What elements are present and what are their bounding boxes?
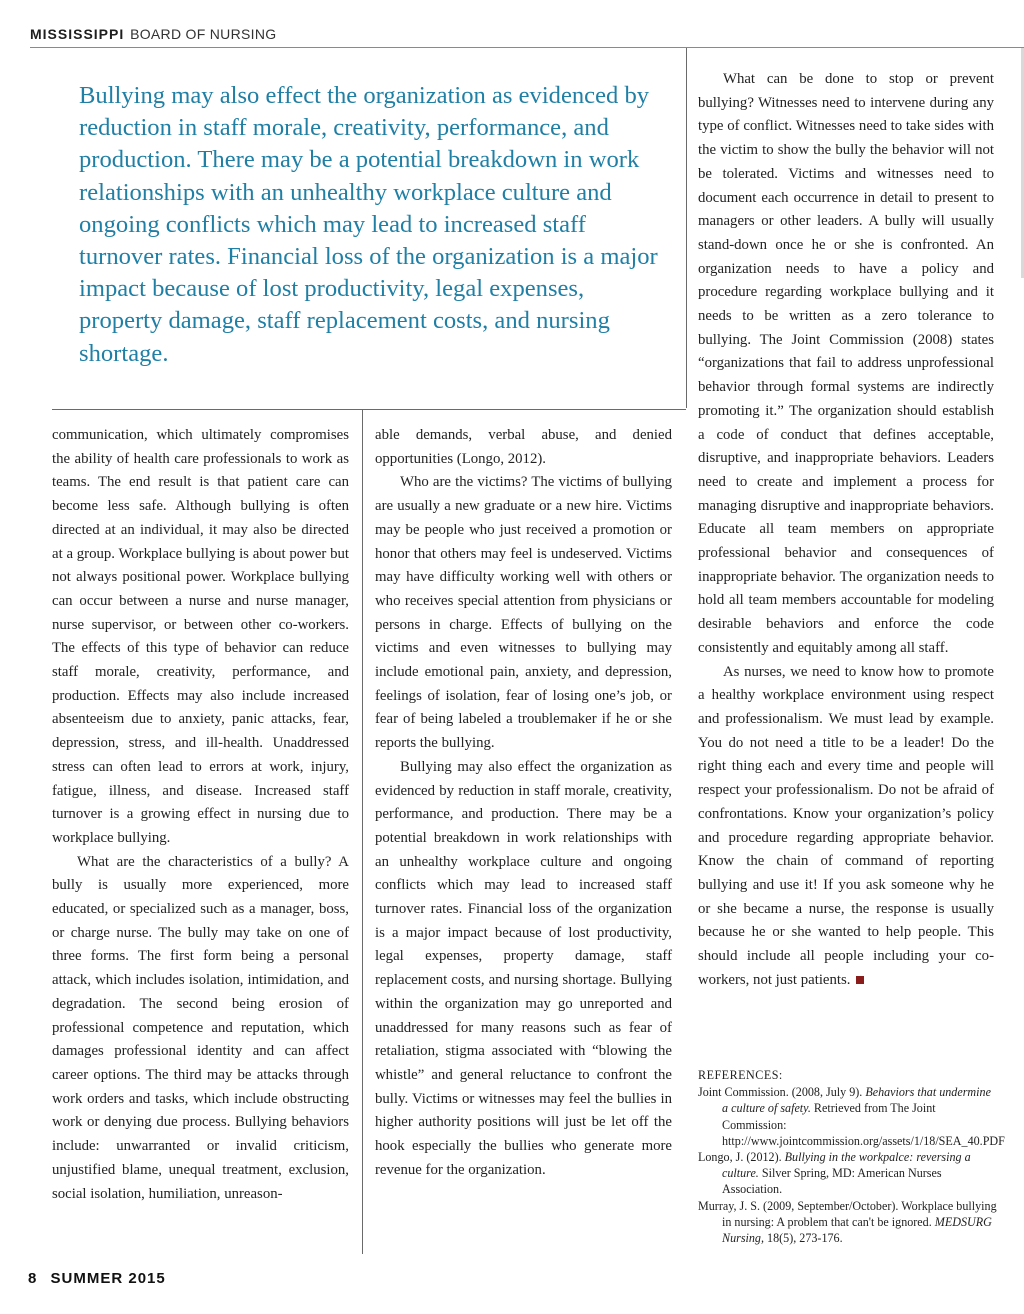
reference-text: Joint Commission. (2008, July 9). [698,1085,866,1100]
end-of-article-icon [856,976,864,984]
paragraph: What are the characteristics of a bully? A bully is usually more experienced, more educated, or specialized such as a manager, boss, or charge nurse. The bully may take on one of three forms. The first form being a personal attack, which includes isolation, intimidation, and degradation. The second being erosion of professional competence and reputation, which damages professional identity and can affect career options. The third may be attacks through work orders and tasks, which include obstructing work or denying due process. Bullying behaviors include: unwarranted or invalid criticism, unjustified blame, unequal treatment, exclusion, social isolation, humiliation, unreason- [52,853,349,1202]
column-divider [362,409,363,1254]
reference-text: Silver Spring, MD: American Nurses Association. [722,1166,942,1197]
references [698,1067,1005,1246]
header-board: BOARD OF NURSING [130,26,277,42]
header-rule [30,47,1024,48]
issue-label: SUMMER 2015 [50,1270,166,1287]
header-state: MISSISSIPPI [30,26,125,42]
paragraph: What can be done to stop or prevent bullying? Witnesses need to intervene during any type of conflict. Witnesses need to take sides with the victim to show the bully the behavior will not be tolerated. Victims and witnesses need to document each occurrence in detail to present to managers or other leaders. A bully will usually stand-down once he or she is confronted. An organization needs to have a policy and procedure regarding workplace bullying and it needs to be written as a zero tolerance to bullying. The Joint Commission (2008) states “organizations that fail to address unprofessional behavior through formal systems are indirectly promoting it.” The organization should establish a code of conduct that defines acceptable, disruptive, and inappropriate behaviors. Leaders need to create and implement a process for managing disruptive and inappropriate behaviors. Educate all team members on appropriate professional behavior and consequences of inappropriate behavior. The organization needs to hold all team members accountable for modeling desirable behaviors and enforce the code consistently and equitably among all staff. [698,71,994,656]
page-header [30,26,276,46]
reference-item [698,1084,1005,1149]
paragraph [698,661,994,993]
reference-text: 18(5), 273-176. [764,1231,843,1246]
paragraph: Who are the victims? The victims of bullying are usually a new graduate or a new hire. Victims may be people who just received a promotion or honor that others may feel is undeserved. Victims may have difficulty working well with others or who receives special attention from physicians or persons in charge. Effects of bullying on the victims and even witnesses to bullying may include emotional pain, anxiety, and depression, feelings of isolation, fear of losing one’s job, or fear of being labeled a troublemaker if he or she reports the bullying. [375,474,672,752]
article-column-3 [698,68,994,992]
reference-title: Bullying in the workpalce: reversing a culture. [722,1150,971,1181]
page-number: 8 [28,1270,38,1287]
pull-quote: Bullying may also effect the organization as evidenced by reduction in staff morale, creativity, performance, and production. There may be a potential breakdown in work relationships with an unhealthy workplace culture and ongoing conflicts which may lead to increased staff turnover rates. Financial loss of the organization is a major impact because of lost productivity, legal expenses, property damage, staff replacement costs, and nursing shortage. [79,82,658,367]
page-footer [28,1270,166,1287]
reference-item [698,1149,998,1198]
reference-text: Retrieved from The Joint Commission: http://www.jointcommission.org/assets/1/18/SEA_40.PDF [722,1101,1005,1148]
reference-title: MEDSURG Nursing, [722,1214,992,1246]
reference-text: Murray, J. S. (2009, September/October). Workplace bullying in nursing: A problem that can't be ignored. [698,1198,997,1229]
reference-title: Behaviors that undermine a culture of safety. [722,1085,991,1116]
paragraph-text: As nurses, we need to know how to promote a healthy workplace environment using respect and professionalism. We must lead by example. You do not need a title to be a leader! Do the right thing each and every time and people will respect your professionalism. Do not be afraid of confrontations. Know your organization’s policy and procedure regarding appropriate behavior. Know the chain of command of reporting bullying and use it! If you ask someone why he or she became a nurse, the response is usually because he or she wanted to help people. This should include all people including your co-workers, not just patients. [698,663,994,988]
paragraph: Bullying may also effect the organization as evidenced by reduction in staff morale, creativity, performance, and production. There may be a potential breakdown in work relationships with an unhealthy workplace culture and ongoing conflicts which may lead to increased staff turnover rates. Financial loss of the organization is a major impact because of lost productivity, legal expenses, property damage, staff replacement costs, and nursing shortage. Bullying within the organization may go unreported and unaddressed for many reasons such as fear of retaliation, stigma associated with “blowing the whistle” and general reluctance to confront the bully. Victims or witnesses may feel the bullies in higher authority positions will just be let off the hook especially the bullies who generate more revenue for the organization. [375,758,672,1178]
column-divider-top [686,48,687,408]
pull-quote-rule [52,409,686,410]
article-column-2 [375,424,672,1183]
paragraph: communication, which ultimately compromises the ability of health care professionals to work as teams. The end result is that patient care can become less safe. Although bullying is often directed at an individual, it may also be directed at a group. Workplace bullying is about power but not always positional power. Workplace bullying can occur between a nurse and nurse manager, nurse supervisor, or between other co-workers. The effects of this type of behavior can reduce staff morale, creativity, performance, and production. Effects may also include increased absenteeism due to anxiety, panic attacks, fear, depression, stress, and ill-health. Unaddressed stress can often lead to errors at work, injury, fatigue, illness, and disease. Increased staff turnover is a growing effect in nursing due to workplace bullying. [52,427,349,846]
references-title: REFERENCES: [698,1068,783,1082]
reference-item [698,1198,998,1247]
reference-text: Longo, J. (2012). [698,1150,785,1165]
article-column-1 [52,424,349,1206]
paragraph: able demands, verbal abuse, and denied opportunities (Longo, 2012). [375,427,672,467]
